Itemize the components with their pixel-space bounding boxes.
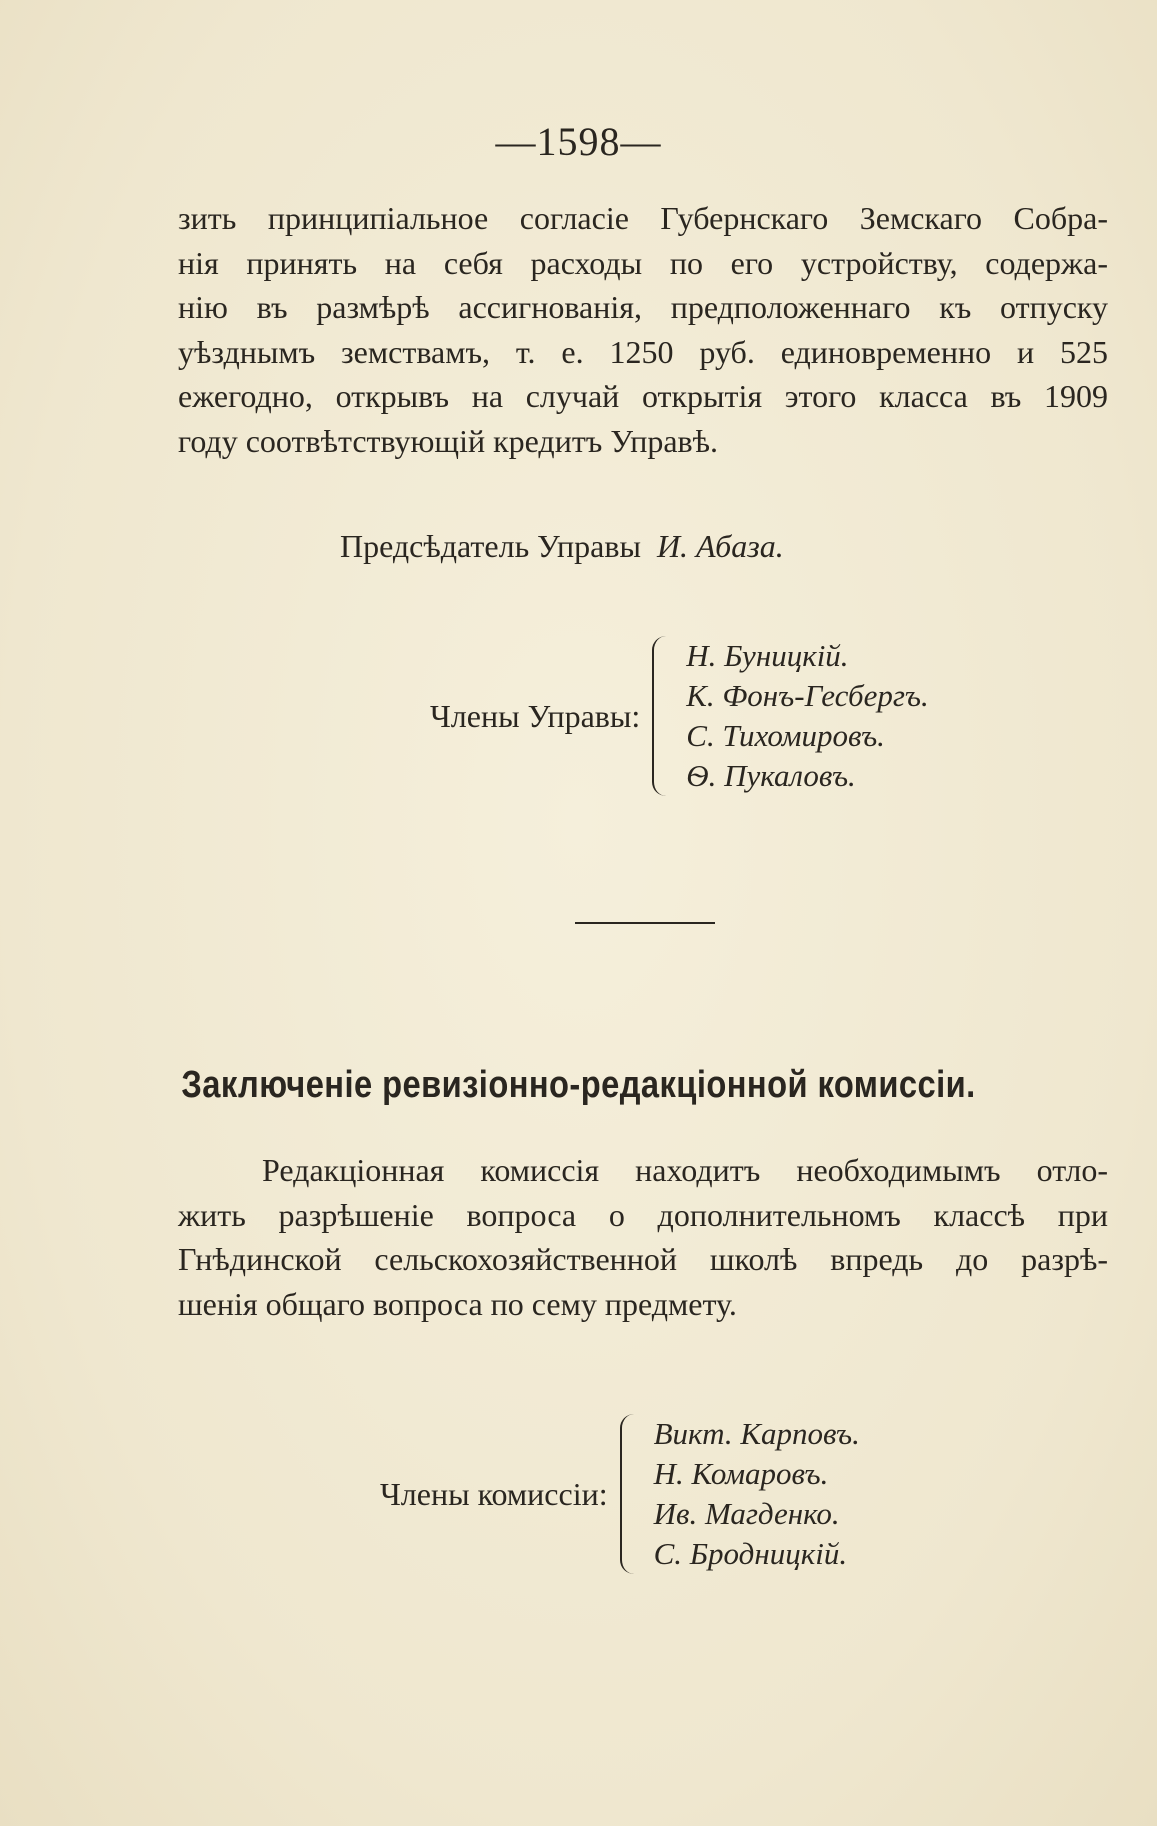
text-line: зить принципіальное согласіе Губернскаго Земскаго Собра- xyxy=(178,200,1108,236)
text-line: Гнѣдинской сельскохозяйственной школѣ впредь до разрѣ- xyxy=(178,1241,1108,1277)
board-members-list xyxy=(686,636,929,796)
board-members-label: Члены Управы: xyxy=(430,697,641,734)
commission-member-name: Ив. Магденко. xyxy=(653,1496,840,1531)
text-line: шенія общаго вопроса по сему предмету. xyxy=(178,1285,737,1322)
paragraph-resolution xyxy=(178,196,1108,463)
board-member-name: Н. Буницкій. xyxy=(686,638,849,673)
board-member-name: К. Фонъ-Гесбергъ. xyxy=(686,678,929,713)
paragraph-commission-conclusion xyxy=(178,1148,1108,1326)
brace xyxy=(652,636,668,796)
text-line: нія принять на себя расходы по его устройству, содержа- xyxy=(178,244,1108,281)
text-line: ежегодно, открывъ на случай открытія этого класса въ 1909 xyxy=(178,378,1108,414)
text-line: году соотвѣтствующій кредитъ Управѣ. xyxy=(178,422,718,459)
chairman-label: Предсѣдатель Управы xyxy=(340,528,641,564)
board-member-name: Ѳ. Пукаловъ. xyxy=(686,758,856,793)
board-members-signatures xyxy=(430,636,929,796)
commission-members-label: Члены комиссіи: xyxy=(380,1475,608,1512)
commission-members-signatures xyxy=(380,1414,860,1574)
text-line: уѣзднымъ земствамъ, т. е. 1250 руб. единовременно и 525 xyxy=(178,333,1108,370)
chairman-signature xyxy=(340,528,784,565)
brace xyxy=(620,1414,636,1574)
page-number: —1598— xyxy=(495,119,662,164)
commission-members-list xyxy=(654,1414,860,1574)
commission-member-name: Викт. Карповъ. xyxy=(653,1416,860,1451)
board-member-name: С. Тихомировъ. xyxy=(686,718,885,753)
commission-member-name: Н. Комаровъ. xyxy=(653,1456,829,1491)
chairman-name: И. Абаза. xyxy=(656,528,784,564)
section-divider xyxy=(575,922,715,924)
commission-member-name: С. Бродницкій. xyxy=(653,1536,848,1571)
text-line: жить разрѣшеніе вопроса о дополнительномъ классѣ при xyxy=(178,1196,1108,1233)
text-line: нію въ размѣрѣ ассигнованія, предположеннаго къ отпуску xyxy=(178,289,1108,325)
text-line: Редакціонная комиссія находитъ необходимымъ отло- xyxy=(262,1152,1108,1188)
section-heading: Заключеніе ревизіонно-редакціонной комиссіи. xyxy=(181,1064,976,1106)
